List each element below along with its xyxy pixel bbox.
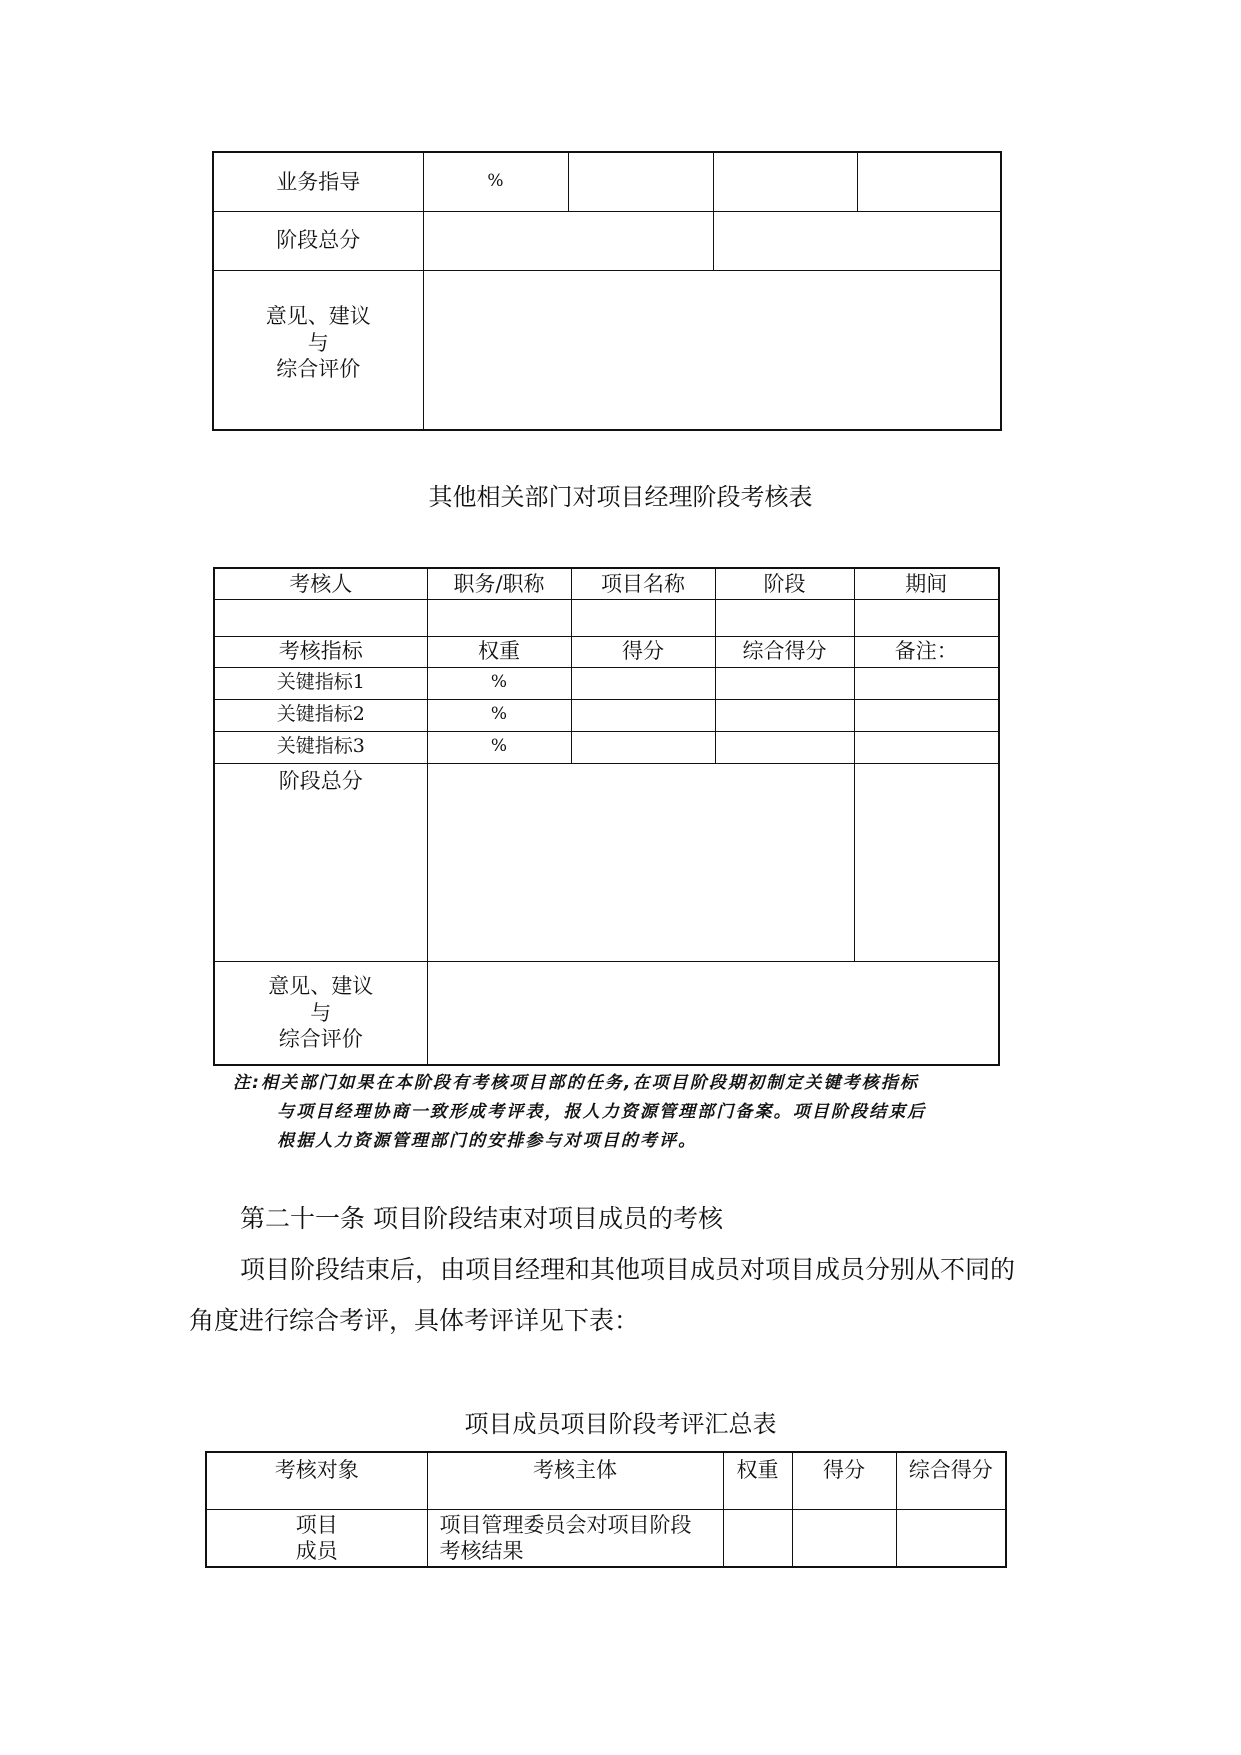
empty-cell xyxy=(571,731,715,763)
header-project-name: 项目名称 xyxy=(571,568,715,599)
header-indicator: 考核指标 xyxy=(214,636,427,667)
empty-cell xyxy=(854,667,999,699)
empty-cell xyxy=(715,731,854,763)
header-weight: 权重 xyxy=(427,636,571,667)
header-score: 得分 xyxy=(571,636,715,667)
indicator-name: 关键指标3 xyxy=(214,731,427,763)
indicator-weight: % xyxy=(427,667,571,699)
table-row xyxy=(214,568,999,599)
table-row xyxy=(214,599,999,636)
row-label-business-guidance: 业务指导 xyxy=(213,152,423,211)
empty-cell xyxy=(715,599,854,636)
article-heading: 第二十一条 项目阶段结束对项目成员的考核 xyxy=(240,1204,723,1233)
table-row xyxy=(213,270,1001,430)
stage-total-cell xyxy=(427,763,854,961)
note-line-1: 注:相关部门如果在本阶段有考核项目部的任务,在项目阶段期初制定关键考核指标 xyxy=(233,1073,919,1093)
stage-total-label: 阶段总分 xyxy=(214,763,427,961)
header-stage: 阶段 xyxy=(715,568,854,599)
comments-label: 意见、建议 与 综合评价 xyxy=(214,961,427,1065)
comments-cell xyxy=(423,270,1001,430)
empty-cell xyxy=(723,1509,792,1567)
table-row xyxy=(214,636,999,667)
empty-cell xyxy=(571,699,715,731)
table-row xyxy=(206,1509,1006,1567)
header-overall-score: 综合得分 xyxy=(715,636,854,667)
row-label-stage-total: 阶段总分 xyxy=(213,211,423,270)
header-score: 得分 xyxy=(792,1452,896,1509)
empty-cell xyxy=(854,731,999,763)
empty-cell xyxy=(854,599,999,636)
indicator-name: 关键指标1 xyxy=(214,667,427,699)
article-paragraph-line-1: 项目阶段结束后，由项目经理和其他项目成员对项目成员分别从不同的 xyxy=(240,1255,1016,1284)
header-weight: 权重 xyxy=(723,1452,792,1509)
table-row xyxy=(214,667,999,699)
table-row xyxy=(214,731,999,763)
empty-cell xyxy=(854,763,999,961)
empty-cell xyxy=(896,1509,1006,1567)
indicator-weight: % xyxy=(427,731,571,763)
header-remarks: 备注： xyxy=(854,636,999,667)
empty-cell xyxy=(713,211,1001,270)
empty-cell xyxy=(854,699,999,731)
empty-cell xyxy=(571,599,715,636)
department-assessment-table xyxy=(213,567,1000,1066)
header-position: 职务/职称 xyxy=(427,568,571,599)
empty-cell xyxy=(715,667,854,699)
table-row xyxy=(213,152,1001,211)
empty-cell xyxy=(568,152,713,211)
empty-cell xyxy=(427,599,571,636)
header-assessment-subject: 考核主体 xyxy=(427,1452,723,1509)
empty-cell xyxy=(713,152,857,211)
note-line-2: 与项目经理协商一致形成考评表，报人力资源管理部门备案。项目阶段结束后 xyxy=(277,1102,927,1122)
member-summary-table xyxy=(205,1451,1007,1568)
empty-cell xyxy=(423,211,713,270)
subject-cell: 项目管理委员会对项目阶段 考核结果 xyxy=(427,1509,723,1567)
stage-score-table xyxy=(212,151,1002,431)
article-paragraph-line-2: 角度进行综合考评，具体考评详见下表： xyxy=(189,1306,640,1335)
header-period: 期间 xyxy=(854,568,999,599)
indicator-weight: % xyxy=(427,699,571,731)
header-assessment-object: 考核对象 xyxy=(206,1452,427,1509)
header-assessor: 考核人 xyxy=(214,568,427,599)
table-row xyxy=(213,211,1001,270)
comments-cell xyxy=(427,961,999,1065)
table-row xyxy=(214,699,999,731)
table3-title: 项目成员项目阶段考评汇总表 xyxy=(464,1410,777,1438)
indicator-name: 关键指标2 xyxy=(214,699,427,731)
row-label-comments: 意见、建议 与 综合评价 xyxy=(213,270,423,430)
empty-cell xyxy=(857,152,1001,211)
empty-cell xyxy=(214,599,427,636)
empty-cell xyxy=(571,667,715,699)
table-row xyxy=(214,961,999,1065)
empty-cell xyxy=(715,699,854,731)
header-overall-score: 综合得分 xyxy=(896,1452,1006,1509)
object-cell: 项目 成员 xyxy=(206,1509,427,1567)
table-row xyxy=(206,1452,1006,1509)
table-row xyxy=(214,763,999,961)
note-line-3: 根据人力资源管理部门的安排参与对项目的考评。 xyxy=(277,1131,698,1151)
weight-cell: % xyxy=(423,152,568,211)
empty-cell xyxy=(792,1509,896,1567)
table2-title: 其他相关部门对项目经理阶段考核表 xyxy=(428,483,813,511)
